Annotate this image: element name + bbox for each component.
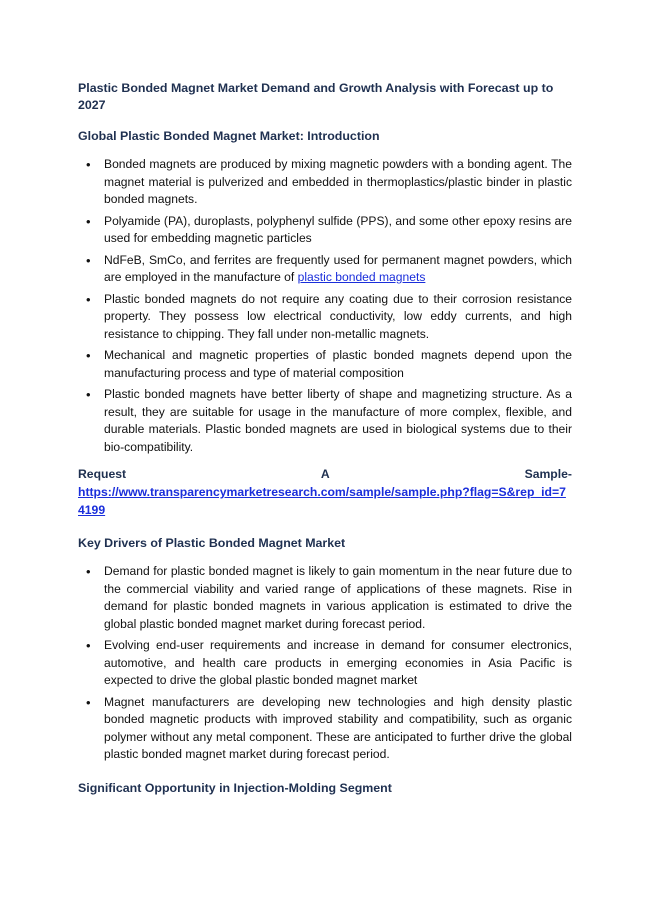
drivers-bullet-list — [78, 563, 572, 764]
bullet-glyph: • — [86, 387, 91, 402]
intro-heading: Global Plastic Bonded Magnet Market: Introduction — [78, 129, 380, 143]
opportunity-heading: Significant Opportunity in Injection-Molding Segment — [78, 780, 392, 795]
list-item-text: Plastic bonded magnets do not require any coating due to their corrosion resistance property. They possess low electrical conductivity, low eddy currents, and high resistance to chipping. They fall under non-metallic magnets. — [104, 291, 572, 341]
list-item-text: Mechanical and magnetic properties of plastic bonded magnets depend upon the manufacturing process and type of material composition — [104, 348, 572, 380]
request-sample-link[interactable]: https://www.transparencymarketresearch.com/sample/sample.php?flag=S&rep_id=74199 — [78, 485, 566, 517]
drivers-heading: Key Drivers of Plastic Bonded Magnet Market — [78, 536, 346, 550]
list-item-text: Plastic bonded magnets have better liberty of shape and magnetizing structure. As a result, they are suitable for usage in the manufacture of more complex, flexible, and durable materials. Plastic bonded magnets are used in biological systems due to their bio-compatibility. — [104, 387, 572, 454]
bullet-glyph: • — [86, 638, 91, 653]
list-item — [78, 386, 572, 456]
document-title: Plastic Bonded Magnet Market Demand and Growth Analysis with Forecast up to 2027 — [78, 81, 554, 112]
list-item — [78, 213, 572, 248]
bullet-glyph: • — [86, 291, 91, 307]
list-item-text: Polyamide (PA), duroplasts, polyphenyl sulfide (PPS), and some other epoxy resins are used for embedding magnetic particles — [104, 213, 572, 245]
list-item-text: Bonded magnets are produced by mixing magnetic powders with a bonding agent. The magnet material is pulverized and embedded in thermoplastics/plastic binder in plastic bonded magnets. — [104, 157, 572, 206]
list-item — [78, 291, 572, 344]
request-sample-line — [78, 466, 572, 483]
bullet-glyph: • — [86, 348, 91, 363]
list-item — [78, 563, 572, 633]
plastic-bonded-magnets-link[interactable]: plastic bonded magnets — [297, 270, 426, 284]
bullet-glyph: • — [86, 564, 91, 579]
bullet-glyph: • — [86, 694, 91, 710]
bullet-glyph: • — [86, 213, 91, 229]
list-item-text: Demand for plastic bonded magnet is likely to gain momentum in the near future due to the commercial viability and varied range of applications of these magnets. Rise in demand for plastic bonded magnets in various application is estimated to drive the global plastic bonded magnet market during forecast period. — [104, 564, 572, 631]
bullet-glyph: • — [86, 157, 91, 172]
list-item — [78, 347, 572, 382]
request-word: A — [320, 467, 330, 481]
request-word: Request — [78, 467, 127, 481]
list-item-text: Evolving end-user requirements and increase in demand for consumer electronics, automotive, and health care products in emerging economies in Asia Pacific is expected to drive the global plastic bonded magnet market — [104, 638, 572, 687]
list-item-text: Magnet manufacturers are developing new technologies and high density plastic bonded magnetic products with improved stability and compatibility, such as organic polymer without any metal component. These are anticipated to further drive the global plastic bonded magnet market during forecast period. — [104, 694, 572, 761]
list-item-text: NdFeB, SmCo, and ferrites are frequently used for permanent magnet powders, which are employed in the manufacture of — [104, 252, 572, 284]
bullet-glyph: • — [86, 252, 91, 268]
list-item — [78, 694, 572, 764]
list-item — [78, 156, 572, 209]
intro-bullet-list — [78, 156, 572, 456]
request-word: Sample- — [524, 467, 572, 481]
list-item — [78, 637, 572, 690]
list-item — [78, 252, 572, 287]
